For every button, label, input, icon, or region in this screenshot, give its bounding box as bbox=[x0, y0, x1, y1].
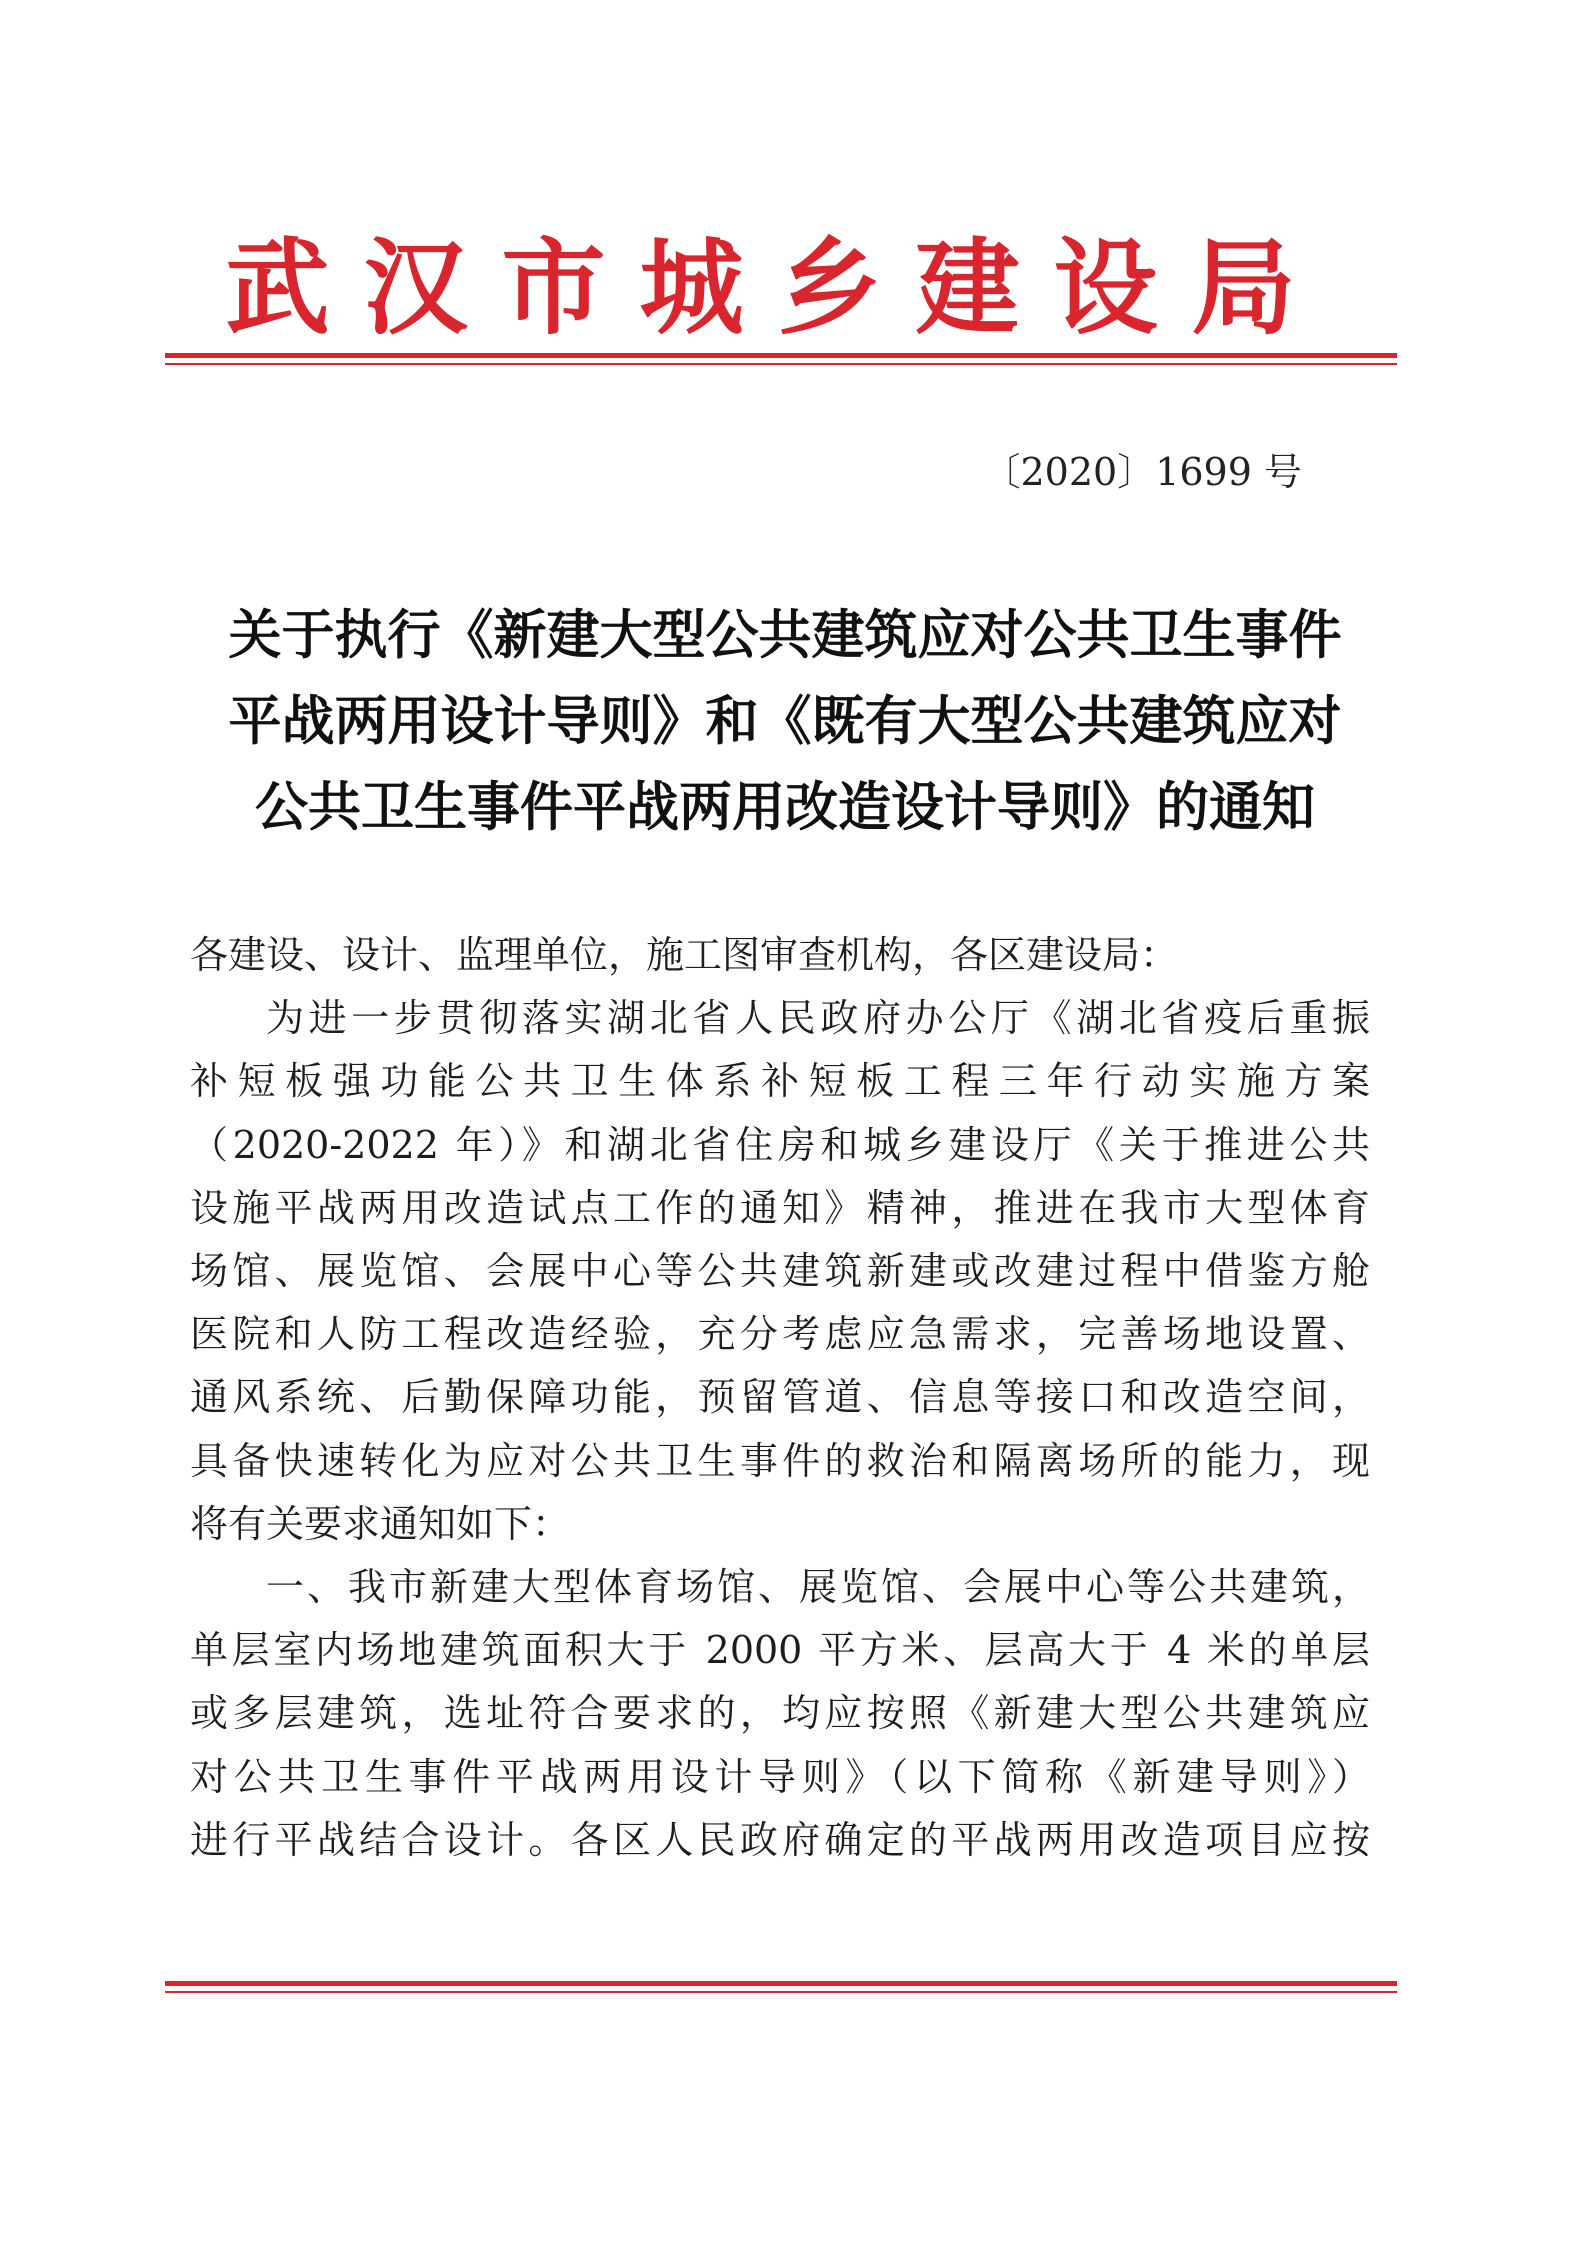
body-line: 补短板强功能公共卫生体系补短板工程三年行动实施方案 bbox=[190, 1059, 1370, 1104]
body-line: 设施平战两用改造试点工作的通知》精神，推进在我市大型体育 bbox=[190, 1185, 1370, 1230]
body-line: 一、我市新建大型体育场馆、展览馆、会展中心等公共建筑， bbox=[266, 1565, 1370, 1610]
agency-masthead: 武汉市城乡建设局 bbox=[225, 226, 1330, 349]
title-line: 平战两用设计导则》和《既有大型公共建筑应对 bbox=[228, 691, 1342, 752]
document-title bbox=[175, 593, 1395, 851]
footer-rule-thick bbox=[165, 1981, 1397, 1986]
body-line: 医院和人防工程改造经验，充分考虑应急需求，完善场地设置、 bbox=[190, 1312, 1370, 1357]
body-line: 通风系统、后勤保障功能，预留管道、信息等接口和改造空间， bbox=[190, 1375, 1370, 1420]
body-line: 为进一步贯彻落实湖北省人民政府办公厅《湖北省疫后重振 bbox=[266, 996, 1370, 1041]
document-number: 〔2020〕1699 号 bbox=[982, 450, 1302, 494]
body-line: 具备快速转化为应对公共卫生事件的救治和隔离场所的能力，现 bbox=[190, 1438, 1370, 1483]
body-line: 单层室内场地建筑面积大于 2000 平方米、层高大于 4 米的单层 bbox=[190, 1628, 1370, 1673]
body-line: 或多层建筑，选址符合要求的，均应按照《新建大型公共建筑应 bbox=[190, 1691, 1370, 1736]
masthead-rule-thin bbox=[165, 363, 1397, 365]
title-line: 公共卫生事件平战两用改造设计导则》的通知 bbox=[255, 777, 1315, 838]
body-line: 对公共卫生事件平战两用设计导则》（以下简称《新建导则》） bbox=[190, 1754, 1370, 1799]
title-line: 关于执行《新建大型公共建筑应对公共卫生事件 bbox=[228, 605, 1342, 666]
body-line: 进行平战结合设计。各区人民政府确定的平战两用改造项目应按 bbox=[190, 1817, 1370, 1862]
footer-rule-thin bbox=[165, 1991, 1397, 1993]
body-line: （2020-2022 年）》和湖北省住房和城乡建设厅《关于推进公共 bbox=[190, 1122, 1370, 1167]
body-line: 场馆、展览馆、会展中心等公共建筑新建或改建过程中借鉴方舱 bbox=[190, 1249, 1370, 1294]
masthead-rule-thick bbox=[165, 353, 1397, 358]
body-line: 将有关要求通知如下： bbox=[190, 1501, 571, 1546]
salutation-line: 各建设、设计、监理单位，施工图审查机构，各区建设局： bbox=[190, 933, 1179, 977]
document-body bbox=[190, 924, 1370, 1872]
